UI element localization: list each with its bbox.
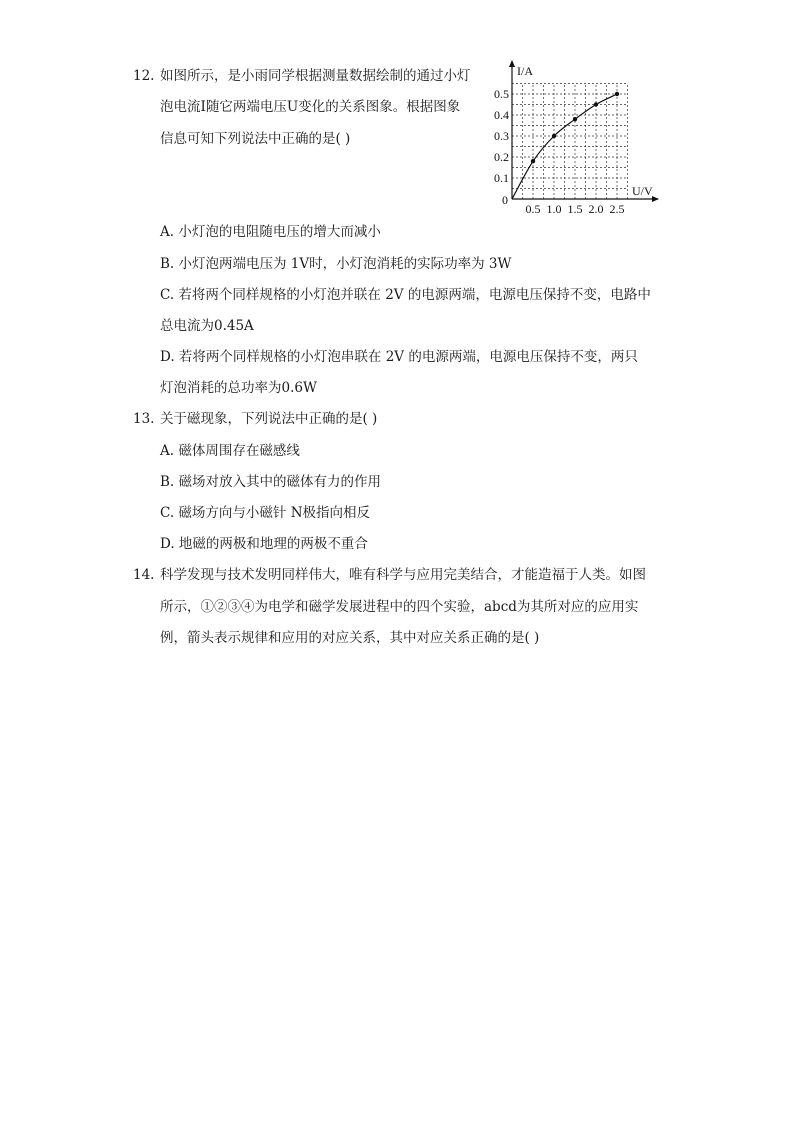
question-stem-line: 例，箭头表示规律和应用的对应关系，其中对应关系正确的是( ) bbox=[160, 630, 540, 646]
x-tick-label: 2.5 bbox=[609, 202, 625, 216]
question-stem-line: 科学发现与技术发明同样伟大，唯有科学与应用完美结合，才能造福于人类。如图 bbox=[160, 567, 646, 583]
current-voltage-chart bbox=[490, 58, 665, 218]
option-b[interactable]: B. 磁场对放入其中的磁体有力的作用 bbox=[160, 474, 382, 490]
y-tick-label: 0.5 bbox=[494, 87, 509, 101]
option-d[interactable]: D. 若将两个同样规格的小灯泡串联在 2V 的电源两端，电源电压保持不变，两只 bbox=[160, 349, 638, 365]
question-number: 13. bbox=[133, 411, 155, 427]
x-tick-label: 2.0 bbox=[588, 202, 604, 216]
y-axis-arrow bbox=[509, 60, 515, 67]
option-c-continued: 总电流为0.45A bbox=[160, 318, 254, 334]
data-point bbox=[594, 102, 598, 106]
chart-grid bbox=[512, 84, 628, 200]
chart-curve bbox=[512, 92, 619, 199]
option-d-continued: 灯泡消耗的总功率为0.6W bbox=[160, 380, 317, 396]
question-stem-line: 关于磁现象，下列说法中正确的是( ) bbox=[160, 411, 378, 427]
question-stem-line: 信息可知下列说法中正确的是( ) bbox=[160, 131, 351, 147]
y-axis-title: I/A bbox=[517, 64, 533, 78]
origin-label: 0 bbox=[502, 193, 508, 207]
question-stem-line: 所示，①②③④为电学和磁学发展进程中的四个实验，abcd为其所对应的应用实 bbox=[160, 599, 639, 615]
option-a[interactable]: A. 磁体周围存在磁感线 bbox=[160, 443, 300, 459]
x-axis-arrow bbox=[652, 196, 659, 202]
option-b[interactable]: B. 小灯泡两端电压为 1V时，小灯泡消耗的实际功率为 3W bbox=[160, 256, 512, 272]
option-d[interactable]: D. 地磁的两极和地理的两极不重合 bbox=[160, 536, 368, 552]
question-number: 14. bbox=[133, 567, 155, 583]
question-stem-line: 泡电流I随它两端电压U变化的关系图象。根据图象 bbox=[160, 99, 461, 115]
y-tick-label: 0.4 bbox=[494, 108, 509, 122]
y-tick-label: 0.1 bbox=[494, 171, 509, 185]
x-axis-title: U/V bbox=[632, 184, 653, 198]
question-stem-line: 如图所示，是小雨同学根据测量数据绘制的通过小灯 bbox=[160, 68, 471, 84]
option-c[interactable]: C. 若将两个同样规格的小灯泡并联在 2V 的电源两端，电源电压保持不变，电路中 bbox=[160, 287, 651, 303]
chart-labels bbox=[494, 64, 653, 216]
option-a[interactable]: A. 小灯泡的电阻随电压的增大而减小 bbox=[160, 224, 381, 240]
option-c[interactable]: C. 磁场方向与小磁针 N极指向相反 bbox=[160, 505, 371, 521]
y-tick-label: 0.2 bbox=[494, 150, 509, 164]
y-tick-label: 0.3 bbox=[494, 129, 509, 143]
data-point bbox=[615, 92, 619, 96]
data-point bbox=[531, 159, 535, 163]
chart-axes bbox=[509, 60, 659, 202]
x-tick-label: 1.5 bbox=[567, 202, 583, 216]
x-tick-label: 0.5 bbox=[525, 202, 541, 216]
question-number: 12. bbox=[133, 68, 155, 84]
x-tick-label: 1.0 bbox=[546, 202, 562, 216]
data-point bbox=[573, 117, 577, 121]
data-point bbox=[552, 134, 556, 138]
